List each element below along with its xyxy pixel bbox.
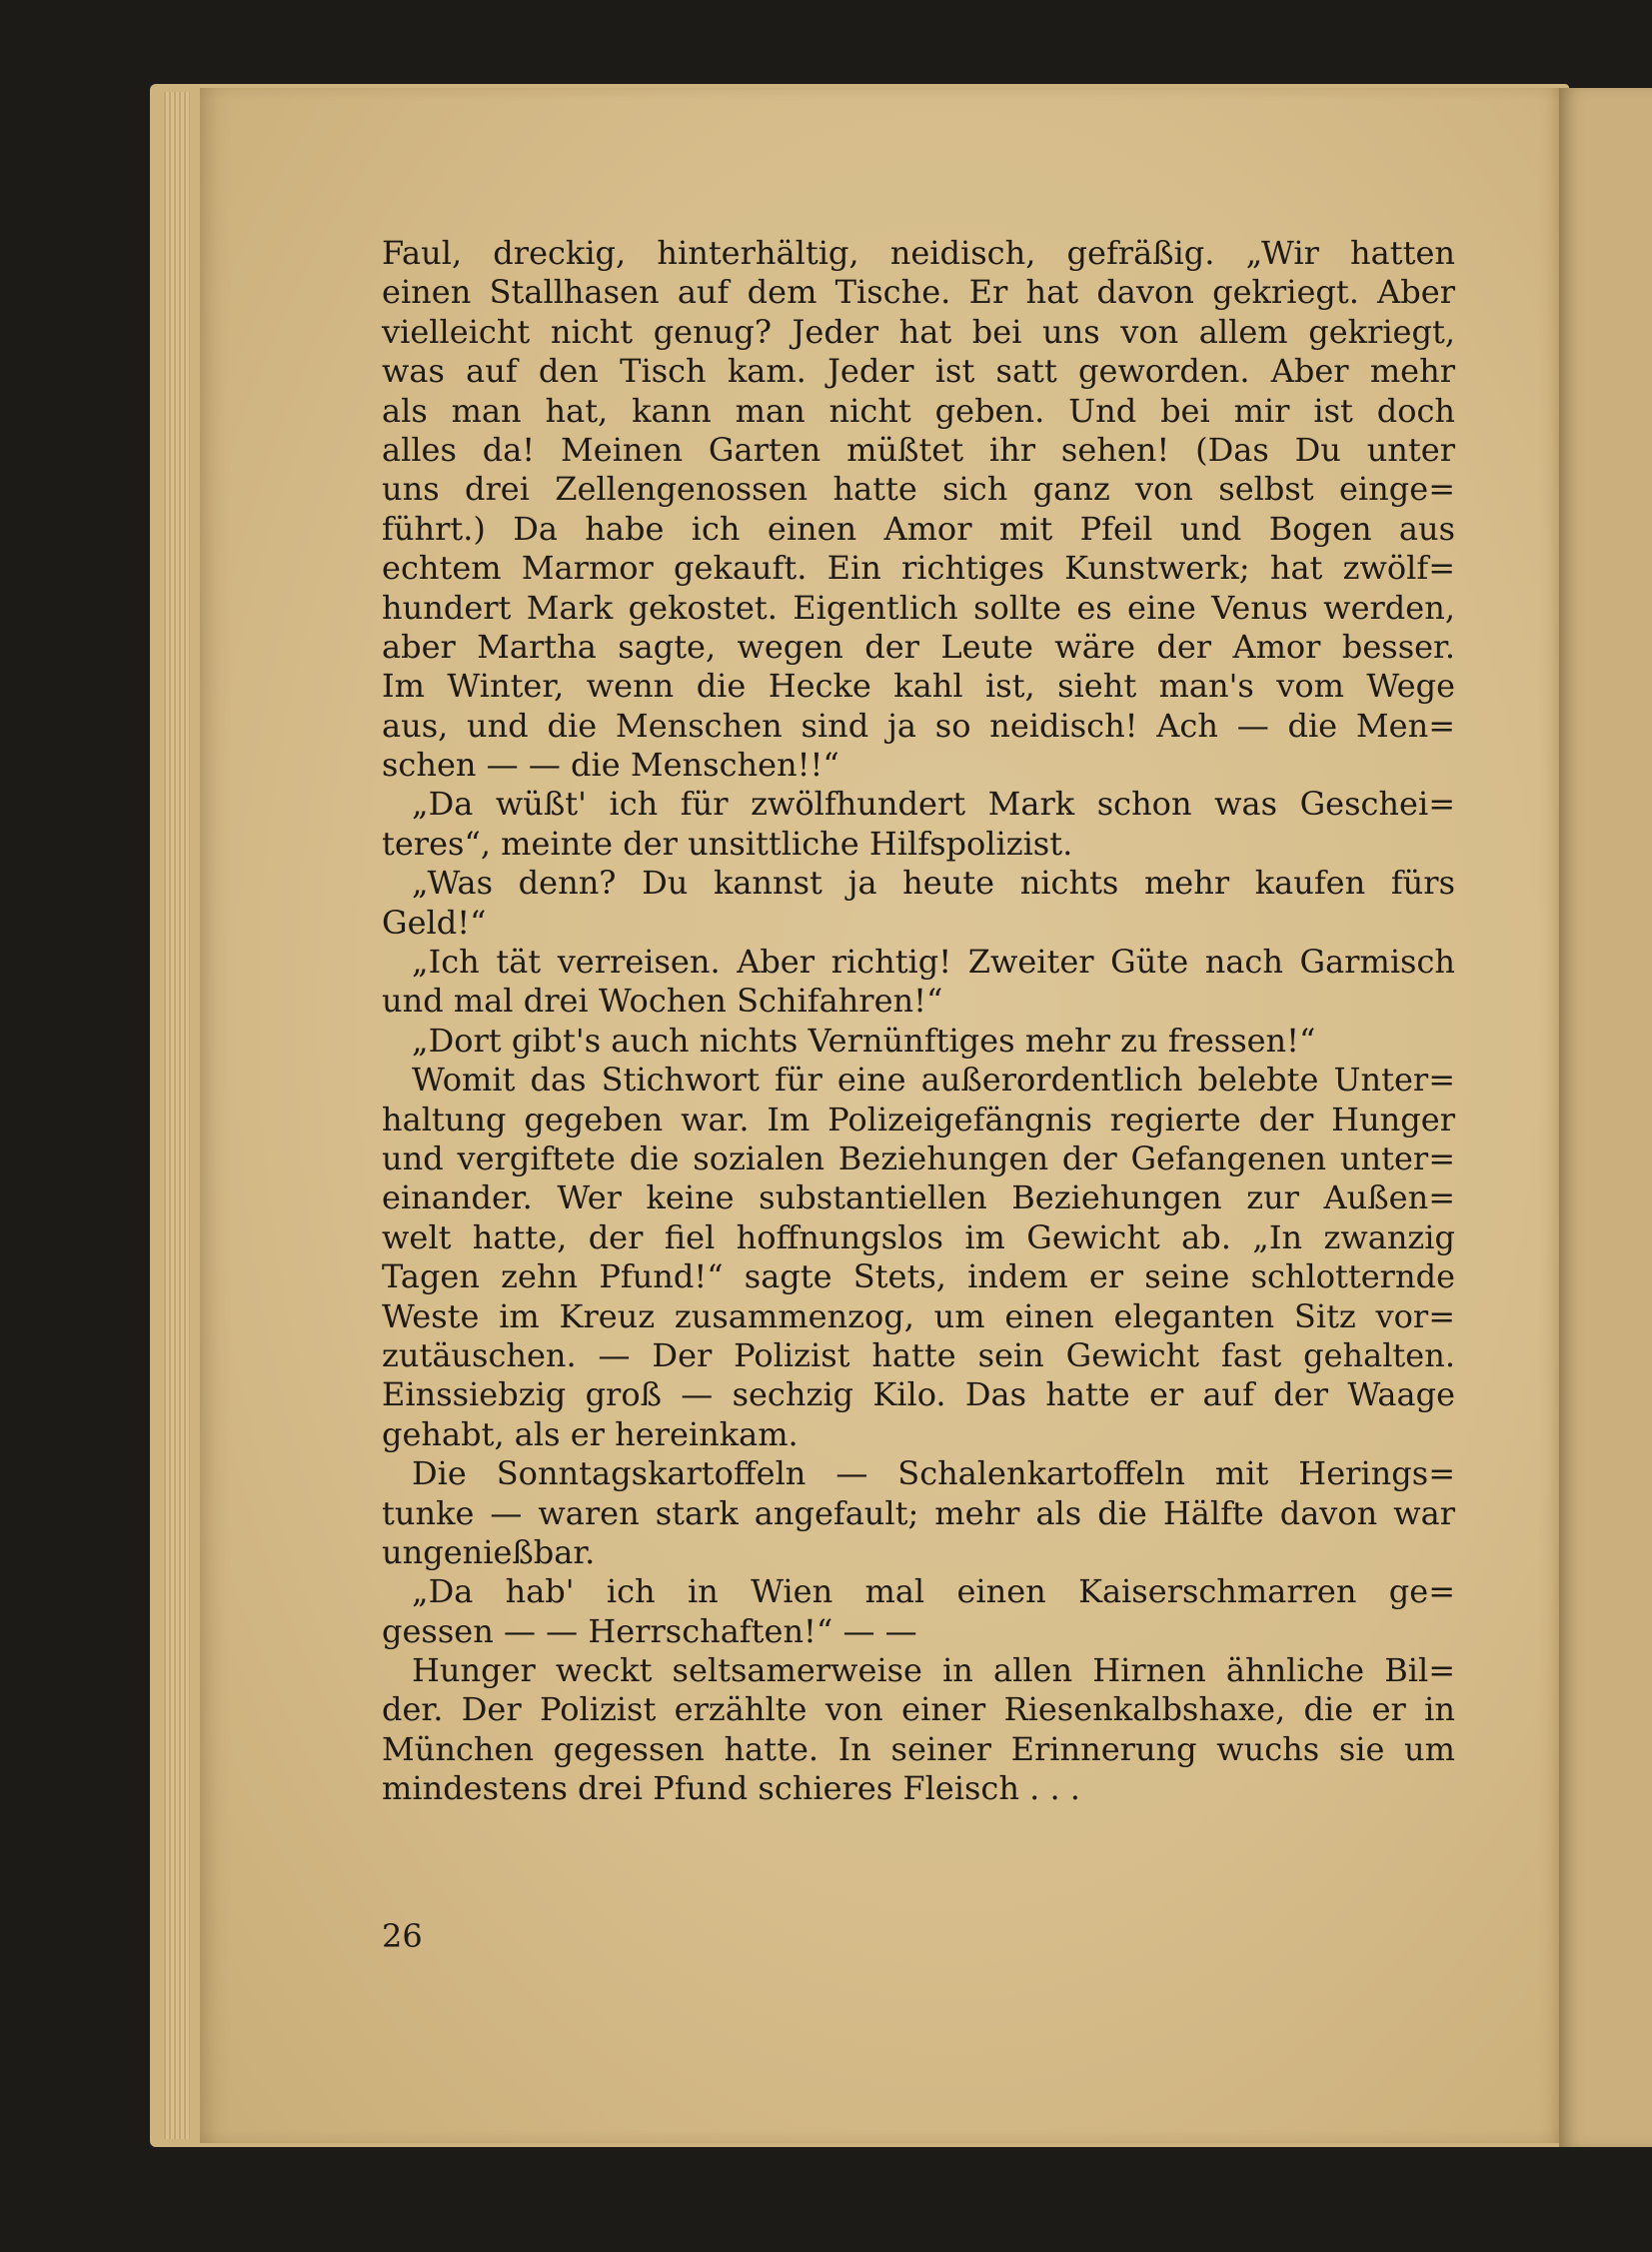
body-text — [382, 234, 1455, 1809]
text-line: echtem Marmor gekauft. Ein richtiges Kunstwerk; hat zwölf= — [382, 549, 1455, 588]
text-line: alles da! Meinen Garten müßtet ihr sehen! (Das Du unter — [382, 430, 1455, 469]
text-line: Faul, dreckig, hinterhältig, neidisch, gefräßig. „Wir hatten — [382, 234, 1455, 272]
text-line: Einssiebzig groß — sechzig Kilo. Das hatte er auf der Waage — [382, 1375, 1455, 1414]
text-line: ungenießbar. — [382, 1532, 596, 1571]
text-line: einen Stallhasen auf dem Tische. Er hat davon gekriegt. Aber — [382, 273, 1455, 312]
text-line: führt.) Da habe ich einen Amor mit Pfeil und Bogen aus — [382, 509, 1455, 548]
text-line: Die Sonntagskartoffeln — Schalenkartoffeln mit Herings= — [412, 1454, 1455, 1493]
text-line: und vergiftete die sozialen Beziehungen der Gefangenen unter= — [382, 1138, 1455, 1177]
text-line: haltung gegeben war. Im Polizeigefängnis regierte der Hunger — [382, 1100, 1455, 1138]
text-line: teres“, meinte der unsittliche Hilfspolizist. — [382, 824, 1073, 863]
text-line: „Da wüßt' ich für zwölfhundert Mark schon was Geschei= — [412, 785, 1455, 824]
text-line: aus, und die Menschen sind ja so neidisch! Ach — die Men= — [382, 706, 1455, 745]
page-number: 26 — [382, 1917, 423, 1955]
text-line: München gegessen hatte. In seiner Erinnerung wuchs sie um — [382, 1729, 1455, 1768]
text-line: tunke — waren stark angefault; mehr als die Hälfte davon war — [382, 1493, 1455, 1532]
text-line: „Was denn? Du kannst ja heute nichts mehr kaufen fürs — [412, 864, 1455, 903]
text-line: schen — — die Menschen!!“ — [382, 746, 839, 785]
text-line: der. Der Polizist erzählte von einer Riesenkalbshaxe, die er in — [382, 1690, 1455, 1729]
text-line: zutäuschen. — Der Polizist hatte sein Gewicht fast gehalten. — [382, 1335, 1455, 1374]
text-line: uns drei Zellengenossen hatte sich ganz von selbst einge= — [382, 470, 1455, 509]
text-line: was auf den Tisch kam. Jeder ist satt geworden. Aber mehr — [382, 352, 1455, 391]
text-line: Im Winter, wenn die Hecke kahl ist, sieht man's vom Wege — [382, 667, 1455, 706]
text-line: einander. Wer keine substantiellen Beziehungen zur Außen= — [382, 1178, 1455, 1217]
text-line: „Dort gibt's auch nichts Vernünftiges mehr zu fressen!“ — [412, 1021, 1316, 1060]
text-line: Weste im Kreuz zusammenzog, um einen eleganten Sitz vor= — [382, 1296, 1455, 1335]
text-line: Womit das Stichwort für eine außerordentlich belebte Unter= — [412, 1061, 1455, 1100]
text-line: als man hat, kann man nicht geben. Und bei mir ist doch — [382, 391, 1455, 430]
text-line: und mal drei Wochen Schifahren!“ — [382, 982, 943, 1021]
text-line: hundert Mark gekostet. Eigentlich sollte es eine Venus werden, — [382, 588, 1455, 627]
text-line: gehabt, als er hereinkam. — [382, 1414, 799, 1453]
text-line: mindestens drei Pfund schieres Fleisch . . . — [382, 1769, 1080, 1808]
text-line: „Ich tät verreisen. Aber richtig! Zweiter Güte nach Garmisch — [412, 943, 1455, 982]
text-line: aber Martha sagte, wegen der Leute wäre der Amor besser. — [382, 627, 1455, 666]
text-line: Geld!“ — [382, 903, 487, 942]
text-line: vielleicht nicht genug? Jeder hat bei uns von allem gekriegt, — [382, 312, 1455, 351]
text-line: welt hatte, der fiel hoffnungslos im Gewicht ab. „In zwanzig — [382, 1217, 1455, 1256]
text-line: „Da hab' ich in Wien mal einen Kaiserschmarren ge= — [412, 1572, 1455, 1611]
text-line: gessen — — Herrschaften!“ — — — [382, 1611, 917, 1650]
text-line: Hunger weckt seltsamerweise in allen Hirnen ähnliche Bil= — [412, 1651, 1455, 1690]
facing-page-edge — [1559, 88, 1652, 2147]
text-line: Tagen zehn Pfund!“ sagte Stets, indem er seine schlotternde — [382, 1257, 1455, 1296]
